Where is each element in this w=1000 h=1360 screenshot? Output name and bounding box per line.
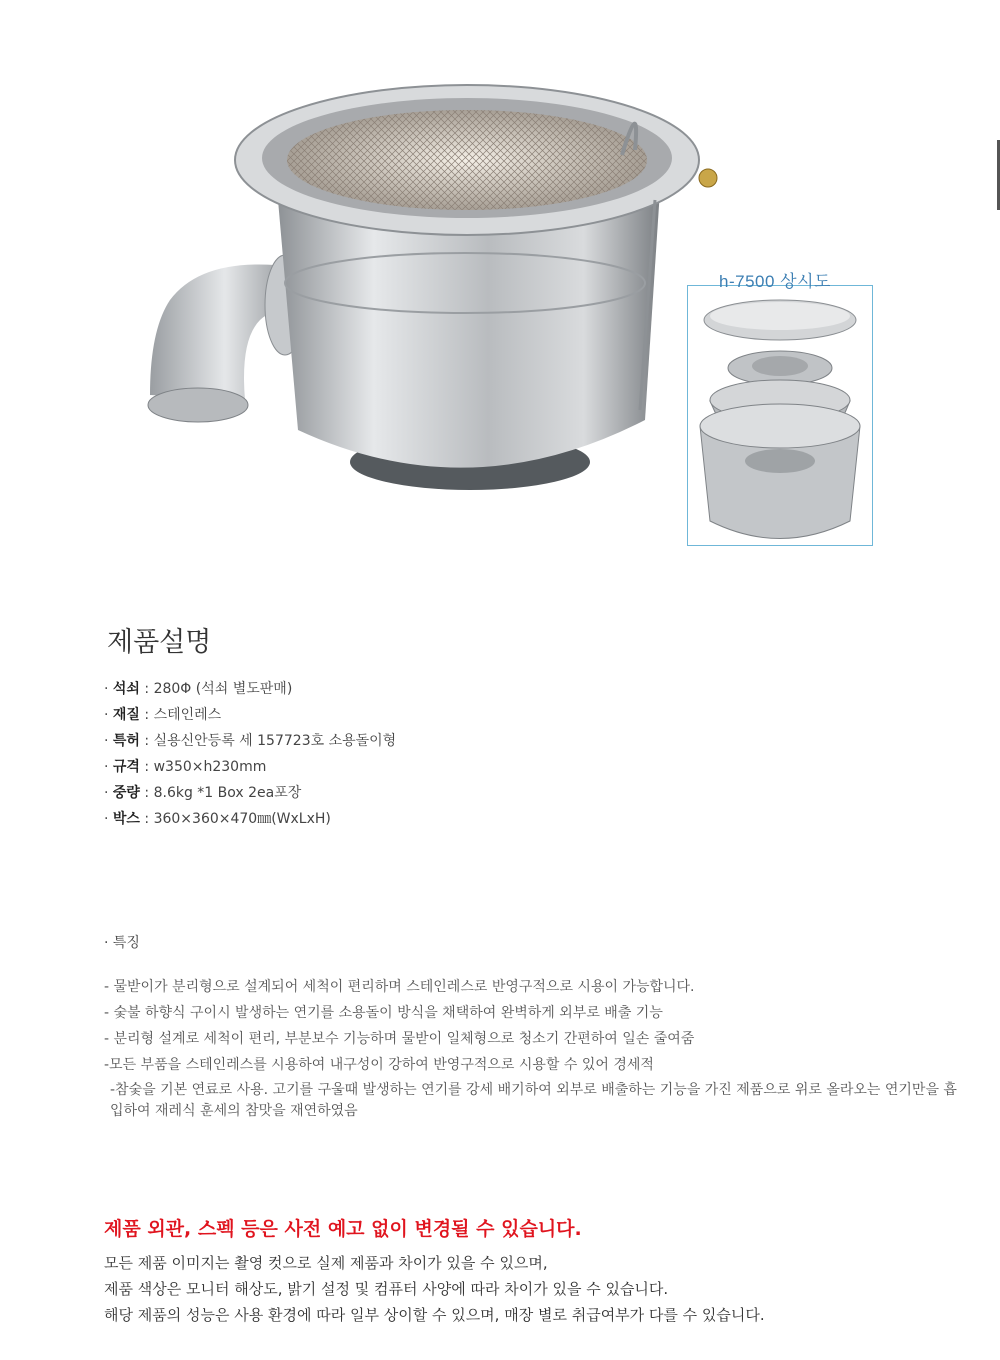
product-hero xyxy=(0,0,1000,570)
notice-line: 해당 제품의 성능은 사용 환경에 따라 일부 상이할 수 있으며, 매장 별로 취급여부가 다를 수 있습니다. xyxy=(104,1306,765,1324)
notice-title: 제품 외관, 스펙 등은 사전 예고 없이 변경될 수 있습니다. xyxy=(104,1218,582,1240)
feature-list xyxy=(104,974,964,1122)
spec-row: · 특허 : 실용신안등록 세 157723호 소용돌이형 xyxy=(104,733,397,749)
spec-key: 석쇠 xyxy=(112,681,140,697)
spec-value: : 8.6kg *1 Box 2ea포장 xyxy=(139,785,302,801)
spec-key: 박스 xyxy=(112,811,140,827)
spec-value: : 280Φ (석쇠 별도판매) xyxy=(139,681,293,697)
feature-item: - 숯불 하향식 구이시 발생하는 연기를 소용돌이 방식을 채택하여 완벽하게 외부로 배출 기능 xyxy=(104,1005,663,1021)
feature-item: -참숯을 기본 연료로 사용. 고기를 구울때 발생하는 연기를 강세 배기하여 외부로 배출하는 기능을 가진 제품으로 위로 올라오는 연기만을 흡입하여 재레식 훈세의 참맛을 재연하였음 xyxy=(110,1082,957,1119)
spec-key: 규격 xyxy=(112,759,140,775)
spec-key: 특허 xyxy=(112,733,140,749)
feature-item: - 물받이가 분리형으로 설계되어 세척이 편리하며 스테인레스로 반영구적으로 시용이 가능합니다. xyxy=(104,979,695,995)
spec-row: · 규격 : w350×h230mm xyxy=(104,759,267,775)
spec-list xyxy=(104,676,396,832)
spec-value: : 360×360×470㎜(WxLxH) xyxy=(139,811,331,827)
spec-key: 재질 xyxy=(112,707,140,723)
features-title: · 특징 xyxy=(104,935,140,951)
spec-value: : w350×h230mm xyxy=(139,759,267,775)
spec-row: · 석쇠 : 280Φ (석쇠 별도판매) xyxy=(104,681,293,697)
notice-line: 모든 제품 이미지는 촬영 컷으로 실제 제품과 차이가 있을 수 있으며, xyxy=(104,1254,548,1272)
spec-row: · 중량 : 8.6kg *1 Box 2ea포장 xyxy=(104,785,302,801)
grill-product-image xyxy=(0,0,740,520)
inset-exploded-view xyxy=(687,285,873,546)
notice-line: 제품 색상은 모니터 해상도, 밝기 설정 및 컴퓨터 사양에 따라 차이가 있을 수 있습니다. xyxy=(104,1280,669,1298)
exploded-parts-image xyxy=(688,286,871,544)
spec-value: : 스테인레스 xyxy=(139,707,222,723)
spec-row: · 박스 : 360×360×470㎜(WxLxH) xyxy=(104,811,331,827)
spec-row: · 재질 : 스테인레스 xyxy=(104,707,222,723)
feature-item: - 분리형 설계로 세척이 편리, 부분보수 기능하며 물받이 일체형으로 청소기 간편하여 일손 줄여줌 xyxy=(104,1031,695,1047)
inset-label: h-7500 상시도 xyxy=(719,272,831,291)
spec-key: 중량 xyxy=(112,785,140,801)
notice-text xyxy=(104,1250,765,1328)
spec-value: : 실용신안등록 세 157723호 소용돌이형 xyxy=(139,733,397,749)
section-title: 제품설명 xyxy=(107,627,212,658)
feature-item: -모든 부품을 스테인레스를 시용하여 내구성이 강하여 반영구적으로 시용할 수 있어 경세적 xyxy=(104,1057,654,1073)
